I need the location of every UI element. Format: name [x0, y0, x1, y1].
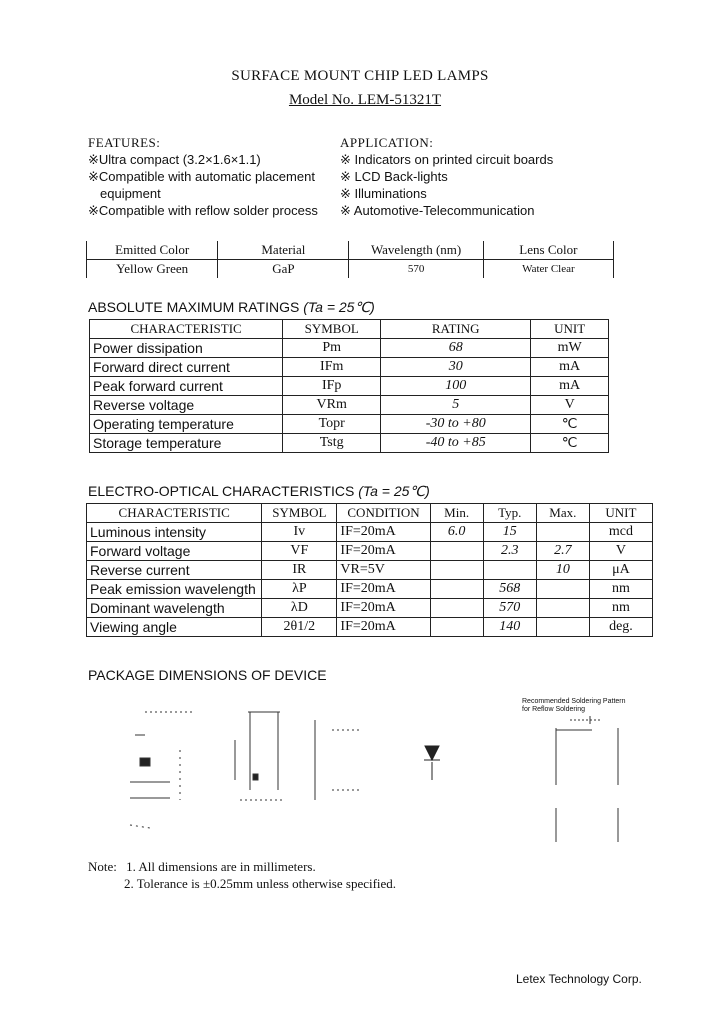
electro-cell: Luminous intensity [87, 523, 262, 542]
electro-cell [430, 542, 483, 561]
electro-header: SYMBOL [262, 504, 337, 523]
electro-cell: IF=20mA [337, 523, 430, 542]
application-item: ※ Automotive-Telecommunication [340, 203, 535, 218]
electro-cell [483, 561, 536, 580]
electro-cell [430, 561, 483, 580]
application-item: ※ Illuminations [340, 186, 427, 201]
solder-pattern-label: Recommended Soldering Pattern for Reflow Soldering [522, 698, 626, 713]
material-header: Material [218, 241, 349, 260]
table-row [90, 358, 609, 377]
table-row [87, 618, 653, 637]
abs-max-cell: ℃ [531, 434, 609, 453]
electro-cell: deg. [589, 618, 652, 637]
abs-max-header: UNIT [531, 320, 609, 339]
abs-max-cell: V [531, 396, 609, 415]
electro-cell [430, 599, 483, 618]
features-heading: FEATURES: [88, 135, 161, 150]
abs-max-cell: VRm [283, 396, 381, 415]
electro-header: CHARACTERISTIC [87, 504, 262, 523]
company-name: Letex Technology Corp. [516, 972, 642, 986]
electro-header: UNIT [589, 504, 652, 523]
electro-cell: Viewing angle [87, 618, 262, 637]
electro-cell [430, 580, 483, 599]
material-cell: Water Clear [483, 260, 613, 279]
electro-cell: 15 [483, 523, 536, 542]
abs-max-header: SYMBOL [283, 320, 381, 339]
abs-max-cell: -40 to +85 [381, 434, 531, 453]
application-item: ※ LCD Back-lights [340, 169, 448, 184]
abs-max-cell: 30 [381, 358, 531, 377]
package-side-view [235, 712, 360, 800]
table-row [90, 339, 609, 358]
material-header: Emitted Color [87, 241, 218, 260]
table-row [90, 415, 609, 434]
electro-cell: mcd [589, 523, 652, 542]
electro-header: Max. [536, 504, 589, 523]
electro-cell: Dominant wavelength [87, 599, 262, 618]
electro-header: Typ. [483, 504, 536, 523]
diode-symbol [424, 746, 440, 780]
abs-max-cell: IFp [283, 377, 381, 396]
note-item: 2. Tolerance is ±0.25mm unless otherwise specified. [124, 876, 397, 891]
electro-cell: 6.0 [430, 523, 483, 542]
notes [88, 858, 316, 875]
electro-cell: Iv [262, 523, 337, 542]
electro-cell: IR [262, 561, 337, 580]
abs-max-cell: Storage temperature [90, 434, 283, 453]
abs-max-cell: ℃ [531, 415, 609, 434]
material-header: Lens Color [483, 241, 613, 260]
abs-max-cell: mW [531, 339, 609, 358]
abs-max-cell: Peak forward current [90, 377, 283, 396]
electro-cell: IF=20mA [337, 618, 430, 637]
material-cell: 570 [349, 260, 483, 279]
note-item: 1. All dimensions are in millimeters. [126, 859, 316, 874]
electro-header: CONDITION [337, 504, 430, 523]
package-drawing [100, 690, 660, 850]
electro-cell: 140 [483, 618, 536, 637]
material-cell: GaP [218, 260, 349, 279]
electro-cell [536, 618, 589, 637]
electro-title: ELECTRO-OPTICAL CHARACTERISTICS (Ta = 25℃) [88, 483, 430, 499]
electro-cell [536, 580, 589, 599]
table-row [90, 377, 609, 396]
abs-max-title: ABSOLUTE MAXIMUM RATINGS (Ta = 25℃) [88, 299, 375, 315]
abs-max-cell: Pm [283, 339, 381, 358]
feature-item: ※Compatible with automatic placement [88, 169, 315, 184]
electro-cell: Peak emission wavelength [87, 580, 262, 599]
electro-table [86, 503, 653, 637]
abs-max-cell: -30 to +80 [381, 415, 531, 434]
package-title: PACKAGE DIMENSIONS OF DEVICE [88, 667, 327, 683]
abs-max-table [89, 319, 609, 453]
feature-item: ※Compatible with reflow solder process [88, 203, 318, 218]
electro-cell: IF=20mA [337, 599, 430, 618]
abs-max-cell: Forward direct current [90, 358, 283, 377]
electro-cell: λP [262, 580, 337, 599]
electro-cell: nm [589, 580, 652, 599]
electro-cell: IF=20mA [337, 542, 430, 561]
features-section [88, 135, 318, 219]
electro-cell: nm [589, 599, 652, 618]
abs-max-cell: Operating temperature [90, 415, 283, 434]
abs-max-cell: Reverse voltage [90, 396, 283, 415]
electro-cell [536, 599, 589, 618]
note-label: Note: [88, 859, 117, 874]
model-number: Model No. LEM-51321T [288, 92, 442, 108]
electro-cell: μA [589, 561, 652, 580]
abs-max-header: CHARACTERISTIC [90, 320, 283, 339]
application-heading: APPLICATION: [340, 135, 434, 150]
table-row [87, 561, 653, 580]
solder-pattern [556, 716, 618, 842]
abs-max-cell: Topr [283, 415, 381, 434]
table-row [90, 396, 609, 415]
electro-cell [430, 618, 483, 637]
electro-cell: VF [262, 542, 337, 561]
abs-max-cell: Tstg [283, 434, 381, 453]
table-row [87, 580, 653, 599]
feature-item: equipment [100, 186, 161, 201]
abs-max-cell: mA [531, 377, 609, 396]
electro-cell: 10 [536, 561, 589, 580]
electro-cell: VR=5V [337, 561, 430, 580]
document-title: SURFACE MOUNT CHIP LED LAMPS [231, 68, 489, 84]
abs-max-cell: Power dissipation [90, 339, 283, 358]
electro-cell: 2.3 [483, 542, 536, 561]
electro-cell [536, 523, 589, 542]
electro-header: Min. [430, 504, 483, 523]
electro-cell: V [589, 542, 652, 561]
application-section [340, 135, 553, 219]
abs-max-cell: 5 [381, 396, 531, 415]
electro-cell: 570 [483, 599, 536, 618]
electro-cell: Reverse current [87, 561, 262, 580]
table-row [87, 599, 653, 618]
table-row [90, 434, 609, 453]
electro-cell: Forward voltage [87, 542, 262, 561]
feature-item: ※Ultra compact (3.2×1.6×1.1) [88, 152, 261, 167]
electro-cell: 2θ1/2 [262, 618, 337, 637]
electro-cell: 2.7 [536, 542, 589, 561]
material-cell: Yellow Green [87, 260, 218, 279]
electro-cell: 568 [483, 580, 536, 599]
table-row [87, 523, 653, 542]
abs-max-cell: mA [531, 358, 609, 377]
electro-cell: λD [262, 599, 337, 618]
material-header: Wavelength (nm) [349, 241, 483, 260]
application-item: ※ Indicators on printed circuit boards [340, 152, 554, 167]
material-table [86, 241, 614, 278]
abs-max-cell: 100 [381, 377, 531, 396]
table-row [87, 542, 653, 561]
electro-cell: IF=20mA [337, 580, 430, 599]
abs-max-cell: IFm [283, 358, 381, 377]
package-front-view [130, 712, 195, 828]
abs-max-header: RATING [381, 320, 531, 339]
abs-max-cell: 68 [381, 339, 531, 358]
